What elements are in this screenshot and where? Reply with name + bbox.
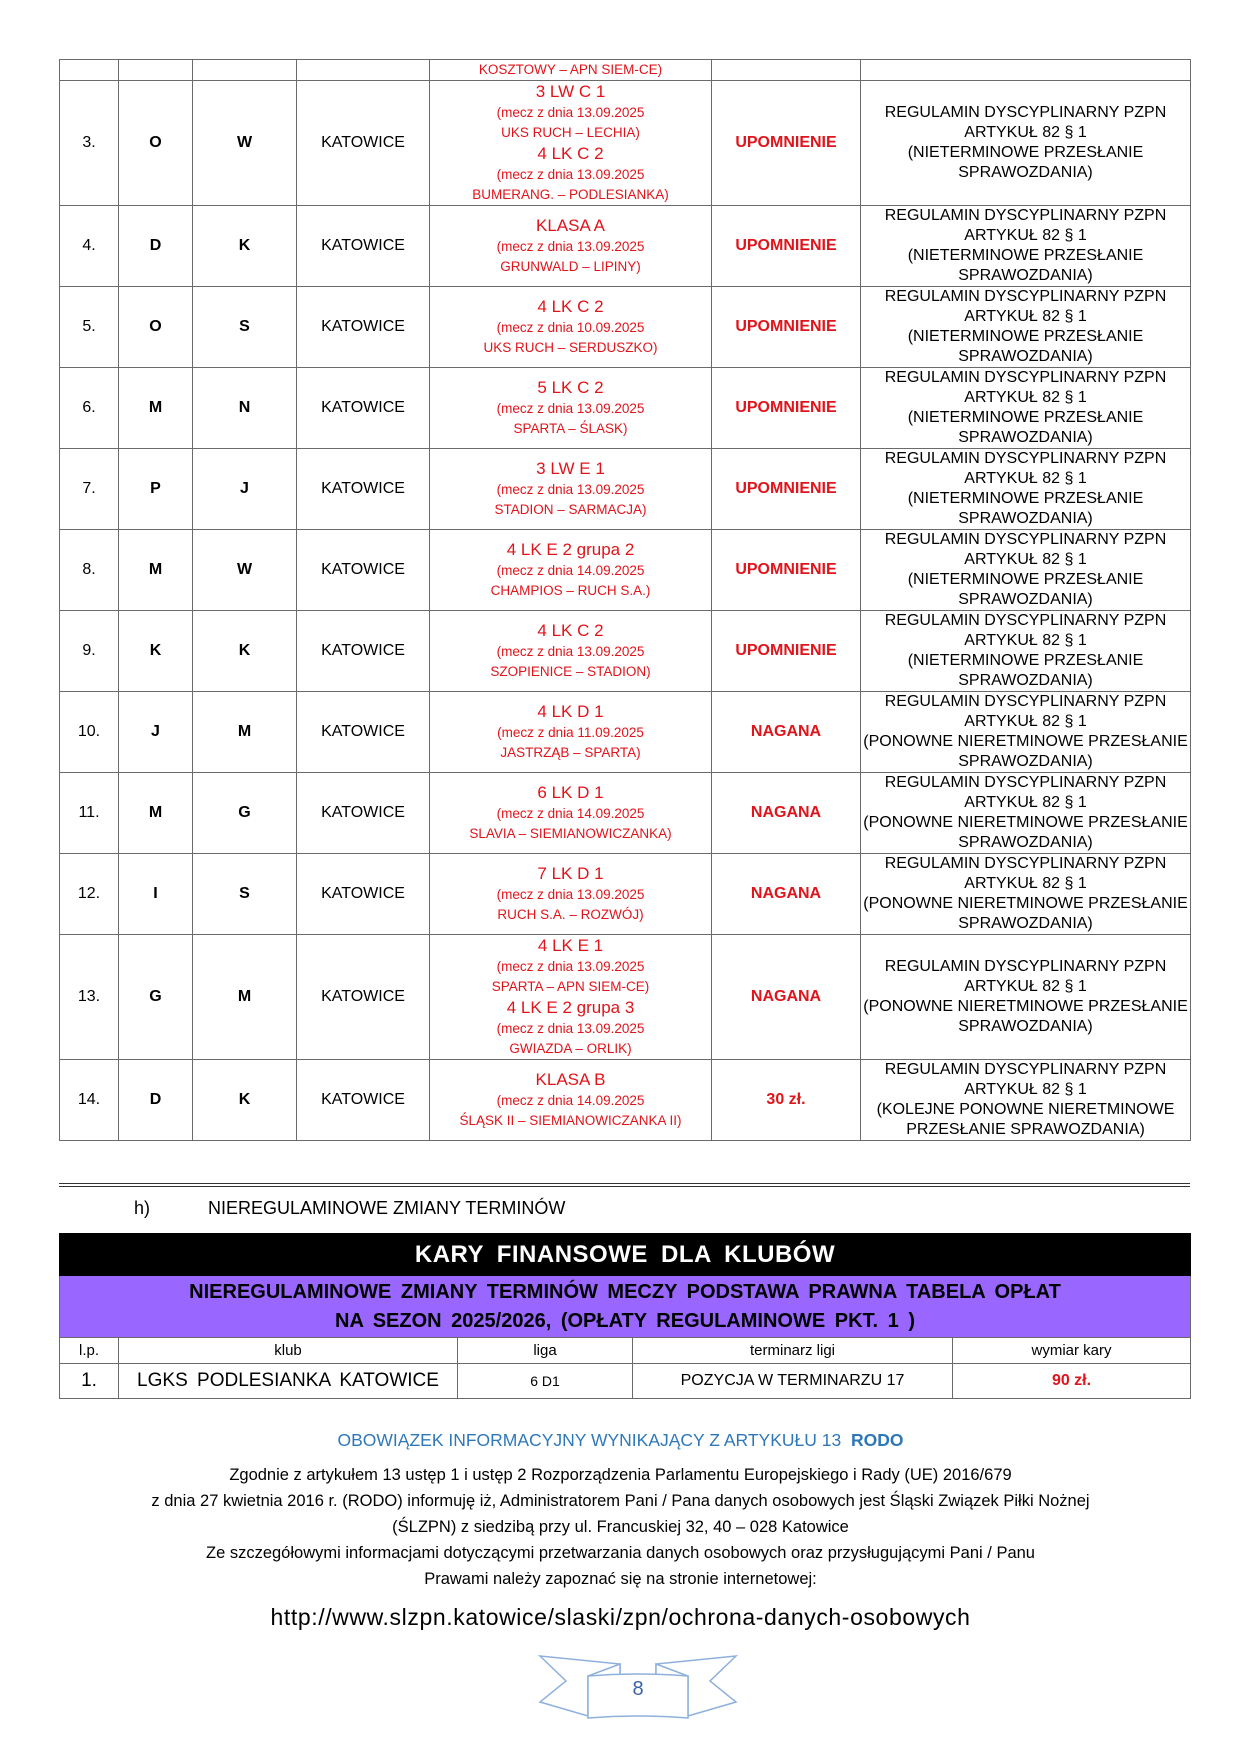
regulation-cell <box>861 692 1191 773</box>
table-row <box>60 368 1191 449</box>
match-teams: SPARTA – ŚLASK) <box>513 421 628 436</box>
regulation-line: REGULAMIN DYSCYPLINARNY PZPN <box>884 450 1167 467</box>
initial-second: K <box>193 206 297 287</box>
match-cell <box>430 368 712 449</box>
city: KATOWICE <box>297 1060 430 1141</box>
regulation-line: SPRAWOZDANIA) <box>958 591 1093 608</box>
city: KATOWICE <box>297 935 430 1060</box>
regulation-line: ARTYKUŁ 82 § 1 <box>964 713 1087 730</box>
header-club: klub <box>119 1338 458 1364</box>
initial-second: S <box>193 287 297 368</box>
match-league: 3 LW E 1 <box>536 459 605 478</box>
initial-second: J <box>193 449 297 530</box>
regulation-cell <box>861 287 1191 368</box>
regulation-line: SPRAWOZDANIA) <box>958 753 1093 770</box>
page-number: 8 <box>632 1678 644 1700</box>
regulation-line: (NIETERMINOWE PRZESŁANIE <box>907 571 1144 588</box>
table-row <box>60 611 1191 692</box>
regulation-line: PRZESŁANIE SPRAWOZDANIA) <box>906 1121 1145 1138</box>
match-date: (mecz z dnia 14.09.2025 <box>496 1093 645 1108</box>
regulation-line: ARTYKUŁ 82 § 1 <box>964 124 1087 141</box>
regulation-cell <box>861 206 1191 287</box>
regulation-line: (PONOWNE NIERETMINOWE PRZESŁANIE <box>863 733 1188 750</box>
match-teams: GWIAZDA – ORLIK) <box>509 1041 632 1056</box>
regulation-line: SPRAWOZDANIA) <box>958 672 1093 689</box>
subbanner-line-1: NIEREGULAMINOWE ZMIANY TERMINÓW MECZY PODSTAWA PRAWNA TABELA OPŁAT <box>189 1280 1061 1303</box>
cell-empty <box>60 60 119 81</box>
penalty: NAGANA <box>712 692 861 773</box>
penalty: UPOMNIENIE <box>712 449 861 530</box>
section-title: NIEREGULAMINOWE ZMIANY TERMINÓW <box>208 1198 566 1218</box>
match-date: (mecz z dnia 13.09.2025 <box>496 482 645 497</box>
match-cell <box>430 611 712 692</box>
regulation-line: REGULAMIN DYSCYPLINARNY PZPN <box>884 369 1167 386</box>
regulation-line: REGULAMIN DYSCYPLINARNY PZPN <box>884 104 1167 121</box>
header-league: liga <box>458 1338 633 1364</box>
city: KATOWICE <box>297 773 430 854</box>
match-cell <box>430 692 712 773</box>
regulation-line: (PONOWNE NIERETMINOWE PRZESŁANIE <box>863 814 1188 831</box>
match-league: KLASA A <box>536 216 605 235</box>
match-league: 4 LK C 2 <box>537 297 604 316</box>
match-cell <box>430 449 712 530</box>
regulation-line: REGULAMIN DYSCYPLINARNY PZPN <box>884 207 1167 224</box>
table-row <box>60 81 1191 206</box>
penalty: 30 zł. <box>712 1060 861 1141</box>
match-date: (mecz z dnia 13.09.2025 <box>496 239 645 254</box>
city: KATOWICE <box>297 611 430 692</box>
match-cell <box>430 530 712 611</box>
regulation-line: ARTYKUŁ 82 § 1 <box>964 389 1087 406</box>
penalty: NAGANA <box>712 935 861 1060</box>
penalty: UPOMNIENIE <box>712 206 861 287</box>
regulation-cell <box>861 449 1191 530</box>
table-row <box>60 287 1191 368</box>
row-number: 13. <box>60 935 119 1060</box>
regulation-line: ARTYKUŁ 82 § 1 <box>964 794 1087 811</box>
regulation-line: ARTYKUŁ 82 § 1 <box>964 308 1087 325</box>
rodo-title <box>0 1430 1241 1451</box>
match-teams: RUCH S.A. – ROZWÓJ) <box>497 907 644 922</box>
table-row <box>60 449 1191 530</box>
regulation-line: ARTYKUŁ 82 § 1 <box>964 227 1087 244</box>
row-number: 7. <box>60 449 119 530</box>
city: KATOWICE <box>297 854 430 935</box>
regulation-line: SPRAWOZDANIA) <box>958 267 1093 284</box>
match-date: (mecz z dnia 14.09.2025 <box>496 806 645 821</box>
row-number: 10. <box>60 692 119 773</box>
penalty: UPOMNIENIE <box>712 611 861 692</box>
initial-first: M <box>119 530 193 611</box>
match-league: 4 LK C 2 <box>537 621 604 640</box>
match-date: (mecz z dnia 11.09.2025 <box>497 725 644 740</box>
regulation-line: SPRAWOZDANIA) <box>958 429 1093 446</box>
initial-second: M <box>193 935 297 1060</box>
table-row <box>60 1060 1191 1141</box>
rodo-line: Zgodnie z artykułem 13 ustęp 1 i ustęp 2 Rozporządzenia Parlamentu Europejskiego i Rady (UE) 2016/679 <box>229 1466 1012 1484</box>
rodo-line: z dnia 27 kwietnia 2016 r. (RODO) informuję iż, Administratorem Pani / Pana danych osobowych jest Śląski Związek Piłki Nożnej <box>151 1492 1090 1510</box>
initial-second: W <box>193 530 297 611</box>
regulation-line: (NIETERMINOWE PRZESŁANIE <box>907 652 1144 669</box>
regulation-line: REGULAMIN DYSCYPLINARNY PZPN <box>884 1061 1167 1078</box>
match-date: (mecz z dnia 13.09.2025 <box>496 959 645 974</box>
cell-empty <box>297 60 430 81</box>
fines-header-row <box>60 1338 1191 1364</box>
match-cell <box>430 854 712 935</box>
match-date: (mecz z dnia 13.09.2025 <box>496 401 645 416</box>
regulation-line: SPRAWOZDANIA) <box>958 834 1093 851</box>
rodo-url-link[interactable]: http://www.slzpn.katowice/slaski/zpn/ochrona-danych-osobowych <box>270 1604 971 1630</box>
city: KATOWICE <box>297 449 430 530</box>
match-teams: UKS RUCH – SERDUSZKO) <box>483 340 658 355</box>
regulation-line: (NIETERMINOWE PRZESŁANIE <box>907 490 1144 507</box>
match-teams: SLAVIA – SIEMIANOWICZANKA) <box>469 826 672 841</box>
regulation-line: REGULAMIN DYSCYPLINARNY PZPN <box>884 531 1167 548</box>
initial-first: M <box>119 368 193 449</box>
rodo-title-text: OBOWIĄZEK INFORMACYJNY WYNIKAJĄCY Z ARTYKUŁU 13 <box>337 1430 842 1450</box>
fine-lp: 1. <box>60 1364 119 1399</box>
regulation-line: REGULAMIN DYSCYPLINARNY PZPN <box>884 958 1167 975</box>
header-fine: wymiar kary <box>953 1338 1191 1364</box>
city: KATOWICE <box>297 287 430 368</box>
row-number: 5. <box>60 287 119 368</box>
match-teams: STADION – SARMACJA) <box>494 502 647 517</box>
regulation-line: ARTYKUŁ 82 § 1 <box>964 470 1087 487</box>
regulation-cell <box>861 530 1191 611</box>
regulation-line: REGULAMIN DYSCYPLINARNY PZPN <box>884 693 1167 710</box>
match-league: KLASA B <box>535 1070 606 1089</box>
match-date: (mecz z dnia 10.09.2025 <box>496 320 645 335</box>
cell-empty <box>119 60 193 81</box>
header-schedule: terminarz ligi <box>633 1338 953 1364</box>
match-date: (mecz z dnia 13.09.2025 <box>496 887 645 902</box>
penalty: NAGANA <box>712 854 861 935</box>
cell-empty <box>712 60 861 81</box>
initial-first: J <box>119 692 193 773</box>
section-heading <box>134 1198 565 1219</box>
initial-first: I <box>119 854 193 935</box>
regulation-cell <box>861 854 1191 935</box>
match-teams: JASTRZĄB – SPARTA) <box>500 745 641 760</box>
regulation-line: (NIETERMINOWE PRZESŁANIE <box>907 328 1144 345</box>
match-cell <box>430 287 712 368</box>
match-cell <box>430 206 712 287</box>
initial-first: P <box>119 449 193 530</box>
regulation-cell <box>861 773 1191 854</box>
city: KATOWICE <box>297 692 430 773</box>
rodo-body <box>0 1462 1241 1592</box>
city: KATOWICE <box>297 81 430 206</box>
fine-schedule: POZYCJA W TERMINARZU 17 <box>633 1364 953 1399</box>
match-league: 6 LK D 1 <box>537 783 604 802</box>
match-date: (mecz z dnia 13.09.2025 <box>496 1021 645 1036</box>
section-letter: h) <box>134 1198 151 1218</box>
discipline-table <box>59 59 1191 1141</box>
table-row <box>60 206 1191 287</box>
header-lp: l.p. <box>60 1338 119 1364</box>
initial-first: D <box>119 206 193 287</box>
regulation-line: SPRAWOZDANIA) <box>958 510 1093 527</box>
initial-second: K <box>193 611 297 692</box>
city: KATOWICE <box>297 530 430 611</box>
regulation-cell <box>861 611 1191 692</box>
table-row <box>60 773 1191 854</box>
regulation-line: ARTYKUŁ 82 § 1 <box>964 875 1087 892</box>
penalty: UPOMNIENIE <box>712 287 861 368</box>
match-league: 4 LK E 1 <box>537 936 604 955</box>
regulation-line: SPRAWOZDANIA) <box>958 1018 1093 1035</box>
penalty: UPOMNIENIE <box>712 81 861 206</box>
fines-subbanner <box>60 1276 1191 1338</box>
match-teams: UKS RUCH – LECHIA) <box>501 125 640 140</box>
match-league: 3 LW C 1 <box>535 82 606 101</box>
regulation-cell <box>861 368 1191 449</box>
subbanner-line-2: NA SEZON 2025/2026, (OPŁATY REGULAMINOWE PKT. 1 ) <box>335 1309 915 1332</box>
penalty: UPOMNIENIE <box>712 368 861 449</box>
row-number: 4. <box>60 206 119 287</box>
row-number: 9. <box>60 611 119 692</box>
regulation-line: REGULAMIN DYSCYPLINARNY PZPN <box>884 855 1167 872</box>
initial-second: N <box>193 368 297 449</box>
match-league: 5 LK C 2 <box>537 378 604 397</box>
match-cell <box>430 81 712 206</box>
initial-second: S <box>193 854 297 935</box>
initial-first: G <box>119 935 193 1060</box>
regulation-line: (NIETERMINOWE PRZESŁANIE <box>907 247 1144 264</box>
initial-second: K <box>193 1060 297 1141</box>
regulation-line: SPRAWOZDANIA) <box>958 915 1093 932</box>
regulation-line: (PONOWNE NIERETMINOWE PRZESŁANIE <box>863 895 1188 912</box>
regulation-cell <box>861 935 1191 1060</box>
regulation-line: ARTYKUŁ 82 § 1 <box>964 1081 1087 1098</box>
initial-second: M <box>193 692 297 773</box>
fine-league: 6 D1 <box>458 1364 633 1399</box>
match-league: 4 LK E 2 grupa 2 <box>506 540 635 559</box>
penalty: UPOMNIENIE <box>712 530 861 611</box>
match-cell <box>430 773 712 854</box>
table-row <box>60 692 1191 773</box>
city: KATOWICE <box>297 206 430 287</box>
regulation-line: SPRAWOZDANIA) <box>958 164 1093 181</box>
rodo-line: (ŚLZPN) z siedzibą przy ul. Francuskiej 32, 40 – 028 Katowice <box>392 1518 849 1536</box>
fine-amount: 90 zł. <box>953 1364 1191 1399</box>
initial-first: O <box>119 287 193 368</box>
cell-empty <box>861 60 1191 81</box>
match-league: 4 LK C 2 <box>537 144 604 163</box>
table-row <box>60 854 1191 935</box>
match-teams: SZOPIENICE – STADION) <box>490 664 651 679</box>
double-divider <box>59 1183 1190 1187</box>
table-row <box>60 935 1191 1060</box>
row-number: 14. <box>60 1060 119 1141</box>
match-league: 7 LK D 1 <box>537 864 604 883</box>
initial-first: K <box>119 611 193 692</box>
regulation-line: ARTYKUŁ 82 § 1 <box>964 978 1087 995</box>
fine-club: LGKS PODLESIANKA KATOWICE <box>119 1364 458 1399</box>
match-date: (mecz z dnia 13.09.2025 <box>496 105 645 120</box>
initial-first: O <box>119 81 193 206</box>
regulation-line: (NIETERMINOWE PRZESŁANIE <box>907 409 1144 426</box>
row-number: 8. <box>60 530 119 611</box>
regulation-cell <box>861 81 1191 206</box>
match-teams: CHAMPIOS – RUCH S.A.) <box>490 583 651 598</box>
initial-first: D <box>119 1060 193 1141</box>
regulation-line: SPRAWOZDANIA) <box>958 348 1093 365</box>
regulation-line: (KOLEJNE PONOWNE NIERETMINOWE <box>876 1101 1175 1118</box>
row-number: 6. <box>60 368 119 449</box>
penalty: NAGANA <box>712 773 861 854</box>
match-date: (mecz z dnia 13.09.2025 <box>496 167 645 182</box>
initial-second: G <box>193 773 297 854</box>
regulation-cell <box>861 1060 1191 1141</box>
regulation-line: ARTYKUŁ 82 § 1 <box>964 551 1087 568</box>
match-teams: ŚLĄSK II – SIEMIANOWICZANKA II) <box>459 1113 682 1128</box>
regulation-line: (NIETERMINOWE PRZESŁANIE <box>907 144 1144 161</box>
rodo-line: Prawami należy zapoznać się na stronie internetowej: <box>424 1570 817 1588</box>
match-league: 4 LK E 2 grupa 3 <box>506 998 635 1017</box>
fines-banner: KARY FINANSOWE DLA KLUBÓW <box>60 1234 1191 1276</box>
match-date: (mecz z dnia 13.09.2025 <box>496 644 645 659</box>
row-number: 12. <box>60 854 119 935</box>
match-league: 4 LK D 1 <box>537 702 604 721</box>
regulation-line: REGULAMIN DYSCYPLINARNY PZPN <box>884 288 1167 305</box>
fines-row <box>60 1364 1191 1399</box>
initial-first: M <box>119 773 193 854</box>
match-continuation <box>430 60 712 81</box>
match-teams: BUMERANG. – PODLESIANKA) <box>472 187 669 202</box>
match-teams: SPARTA – APN SIEM-CE) <box>491 979 650 994</box>
cell-empty <box>193 60 297 81</box>
regulation-line: (PONOWNE NIERETMINOWE PRZESŁANIE <box>863 998 1188 1015</box>
city: KATOWICE <box>297 368 430 449</box>
rodo-line: Ze szczegółowymi informacjami dotyczącymi przetwarzania danych osobowych oraz przysługującymi Pani / Panu <box>205 1544 1035 1562</box>
row-number: 3. <box>60 81 119 206</box>
match-cell <box>430 935 712 1060</box>
regulation-line: ARTYKUŁ 82 § 1 <box>964 632 1087 649</box>
rodo-title-bold: RODO <box>850 1430 904 1450</box>
regulation-line: REGULAMIN DYSCYPLINARNY PZPN <box>884 774 1167 791</box>
table-row <box>60 530 1191 611</box>
regulation-line: REGULAMIN DYSCYPLINARNY PZPN <box>884 612 1167 629</box>
match-teams: GRUNWALD – LIPINY) <box>500 259 641 274</box>
match-cell <box>430 1060 712 1141</box>
row-number: 11. <box>60 773 119 854</box>
match-teams: KOSZTOWY – APN SIEM-CE) <box>478 62 663 77</box>
match-date: (mecz z dnia 14.09.2025 <box>496 563 645 578</box>
fines-table <box>59 1233 1191 1399</box>
table-row-continuation <box>60 60 1191 81</box>
initial-second: W <box>193 81 297 206</box>
